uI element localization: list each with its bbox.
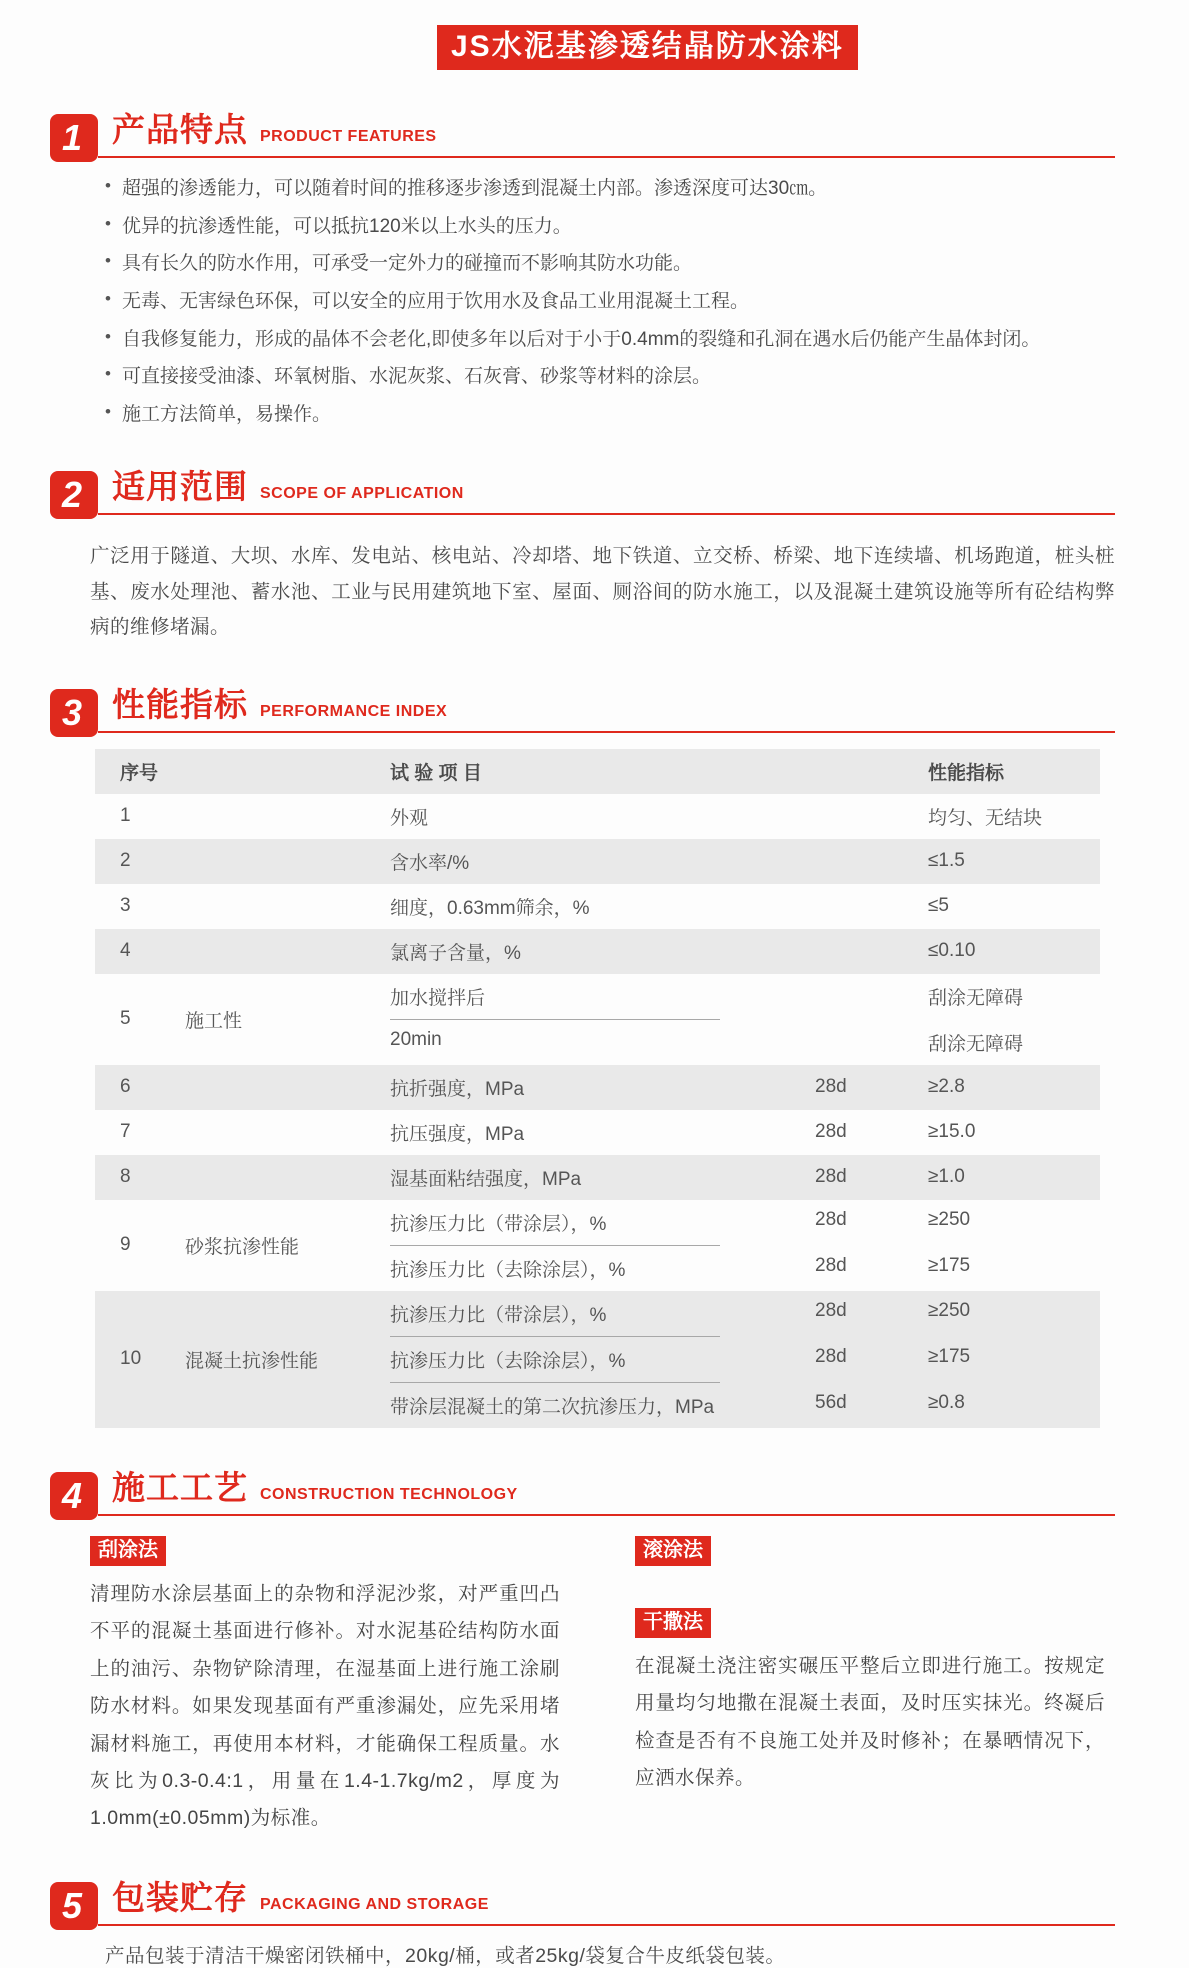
cell-item: 湿基面粘结强度，MPa	[390, 1168, 582, 1190]
feature-item: • 自我修复能力，形成的晶体不会老化,即使多年以后对于小于0.4mm的裂缝和孔洞在遇水后仍能产生晶体封闭。	[105, 327, 1115, 353]
section-title: 包装贮存	[112, 1878, 248, 1916]
section-performance	[50, 679, 1115, 1428]
performance-table	[95, 749, 1100, 1428]
method-text: 清理防水涂层基面上的杂物和浮泥沙浆，对严重凹凸不平的混凝土基面进行修补。对水泥基砼结构防水面上的油污、杂物铲除清理，在湿基面上进行施工涂刷防水材料。如果发现基面有严重渗漏处，应先采用堵漏材料施工，再使用本材料，才能确保工程质量。水灰比为0.3-0.4:1，用量在1.4-1.7kg/m2，厚度为1.0mm(±0.05mm)为标准。	[90, 1582, 560, 1830]
method-badge: 刮涂法	[90, 1536, 166, 1566]
cell-item: 加水搅拌后	[390, 987, 486, 1009]
section-header	[50, 1462, 1115, 1516]
cell-age: 28d	[815, 1345, 847, 1367]
section-title-wrap	[98, 679, 1115, 733]
section-header	[50, 679, 1115, 733]
section-number: 1	[50, 114, 98, 162]
cell-value: ≥175	[928, 1345, 971, 1367]
cell-category: 施工性	[185, 1010, 243, 1032]
cell-item: 抗渗压力比（去除涂层），%	[390, 1259, 626, 1281]
cell-age: 28d	[815, 1166, 847, 1188]
section-title-wrap	[98, 461, 1115, 515]
cell-value: ≥15.0	[928, 1121, 976, 1143]
section-packaging	[50, 1872, 1115, 1968]
table-sub-row	[390, 1337, 1100, 1382]
cell-item: 外观	[390, 807, 429, 829]
feature-item: • 可直接接受油漆、环氧树脂、水泥灰浆、石灰膏、砂浆等材料的涂层。	[105, 364, 1115, 390]
feature-item: • 超强的渗透能力，可以随着时间的推移逐步渗透到混凝土内部。渗透深度可达30㎝。	[105, 176, 1115, 202]
cell-age: 28d	[815, 1254, 847, 1276]
cell-no: 1	[120, 805, 131, 827]
table-row	[95, 839, 1100, 884]
cell-item: 细度，0.63mm筛余，%	[390, 897, 590, 919]
section-title: 性能指标	[112, 685, 248, 723]
section-title: 适用范围	[112, 468, 248, 506]
section-title-wrap	[98, 1872, 1115, 1926]
section-title: 施工工艺	[112, 1468, 248, 1506]
col-header-no: 序号	[120, 762, 159, 784]
cell-no: 2	[120, 850, 131, 872]
section-header	[50, 104, 1115, 158]
cell-age: 56d	[815, 1391, 847, 1413]
table-row	[95, 794, 1100, 839]
section-subtitle: PACKAGING AND STORAGE	[260, 1895, 489, 1913]
cell-age: 28d	[815, 1076, 847, 1098]
table-row	[95, 974, 1100, 1065]
table-row	[95, 1110, 1100, 1155]
table-row	[95, 1065, 1100, 1110]
table-sub-row	[390, 1200, 1100, 1245]
table-row	[95, 929, 1100, 974]
cell-item: 氯离子含量，%	[390, 942, 521, 964]
cell-category: 砂浆抗渗性能	[185, 1236, 300, 1258]
section-header	[50, 461, 1115, 515]
section-title-wrap	[98, 1462, 1115, 1516]
cell-value: 均匀、无结块	[928, 807, 1043, 829]
section-features	[50, 104, 1115, 427]
packaging-text: 产品包装于清洁干燥密闭铁桶中，20kg/桶，或者25kg/袋复合牛皮纸袋包装。	[105, 1944, 786, 1967]
cell-value: ≥250	[928, 1208, 971, 1230]
section-scope	[50, 461, 1115, 644]
table-row	[95, 1200, 1100, 1291]
section-construction	[50, 1462, 1115, 1838]
feature-item: • 优异的抗渗透性能，可以抵抗120米以上水头的压力。	[105, 214, 1115, 240]
table-sub-row	[390, 1246, 1100, 1291]
table-row	[95, 1155, 1100, 1200]
cell-item: 抗渗压力比（去除涂层），%	[390, 1350, 626, 1372]
cell-no: 7	[120, 1121, 131, 1143]
col-header-item: 试 验 项 目	[390, 762, 482, 784]
feature-item: • 无毒、无害绿色环保，可以安全的应用于饮用水及食品工业用混凝土工程。	[105, 289, 1115, 315]
cell-item: 抗折强度，MPa	[390, 1078, 525, 1100]
cell-value: ≤5	[928, 895, 949, 917]
section-subtitle: SCOPE OF APPLICATION	[260, 485, 464, 503]
cell-value: ≤1.5	[928, 850, 965, 872]
cell-no: 4	[120, 940, 131, 962]
feature-item: • 具有长久的防水作用，可承受一定外力的碰撞而不影响其防水功能。	[105, 251, 1115, 277]
scope-text: 广泛用于隧道、大坝、水库、发电站、核电站、冷却塔、地下铁道、立交桥、桥梁、地下连续墙、机场跑道，桩头桩基、废水处理池、蓄水池、工业与民用建筑地下室、屋面、厕浴间的防水施工，以及混凝土建筑设施等所有砼结构弊病的维修堵漏。	[90, 545, 1115, 638]
section-number: 3	[50, 689, 98, 737]
cell-value: 刮涂无障碍	[928, 987, 1024, 1009]
section-number: 4	[50, 1472, 98, 1520]
cell-no: 5	[120, 1008, 131, 1030]
method-columns	[90, 1536, 1115, 1838]
cell-no: 9	[120, 1234, 131, 1256]
method-text: 在混凝土浇注密实碾压平整后立即进行施工。按规定用量均匀地撒在混凝土表面，及时压实抹光。终凝后检查是否有不良施工处并及时修补；在暴晒情况下，应洒水保养。	[635, 1654, 1105, 1790]
cell-age: 28d	[815, 1208, 847, 1230]
table-row	[95, 1291, 1100, 1428]
cell-value: ≥175	[928, 1254, 971, 1276]
section-title: 产品特点	[112, 111, 248, 148]
cell-no: 10	[120, 1348, 142, 1370]
cell-age: 28d	[815, 1121, 847, 1143]
section-subtitle: CONSTRUCTION TECHNOLOGY	[260, 1485, 518, 1503]
cell-value: 刮涂无障碍	[928, 1033, 1024, 1055]
cell-category: 混凝土抗渗性能	[185, 1350, 319, 1372]
section-number: 2	[50, 471, 98, 519]
method-column-left	[90, 1536, 560, 1838]
cell-no: 6	[120, 1076, 131, 1098]
table-sub-row	[390, 1020, 1100, 1065]
section-number: 5	[50, 1882, 98, 1930]
table-header-row	[95, 749, 1100, 794]
table-row	[95, 884, 1100, 929]
section-subtitle: PERFORMANCE INDEX	[260, 702, 448, 720]
section-header	[50, 1872, 1115, 1926]
cell-value: ≥1.0	[928, 1166, 965, 1188]
cell-item: 20min	[390, 1028, 442, 1050]
cell-value: ≥0.8	[928, 1391, 965, 1413]
feature-item: • 施工方法简单，易操作。	[105, 402, 1115, 428]
cell-item: 含水率/%	[390, 852, 470, 874]
cell-value: ≥2.8	[928, 1076, 965, 1098]
cell-item: 抗渗压力比（带涂层），%	[390, 1304, 607, 1326]
table-sub-row	[390, 1383, 1100, 1428]
method-badge: 干撒法	[635, 1608, 711, 1638]
method-column-right	[635, 1536, 1105, 1838]
table-sub-row	[390, 974, 1100, 1019]
method-badge: 滚涂法	[635, 1536, 711, 1566]
cell-item: 抗渗压力比（带涂层），%	[390, 1213, 607, 1235]
section-subtitle: PRODUCT FEATURES	[260, 128, 437, 145]
cell-value: ≤0.10	[928, 940, 976, 962]
cell-item: 抗压强度，MPa	[390, 1123, 525, 1145]
cell-item: 带涂层混凝土的第二次抗渗压力，MPa	[390, 1396, 715, 1418]
cell-no: 3	[120, 895, 131, 917]
cell-no: 8	[120, 1166, 131, 1188]
table-sub-row	[390, 1291, 1100, 1336]
col-header-index: 性能指标	[928, 762, 1005, 784]
cell-age: 28d	[815, 1299, 847, 1321]
section-title-wrap	[98, 104, 1115, 158]
cell-value: ≥250	[928, 1299, 971, 1321]
feature-list	[50, 176, 1115, 427]
page-title: JS水泥基渗透结晶防水涂料	[437, 25, 858, 70]
